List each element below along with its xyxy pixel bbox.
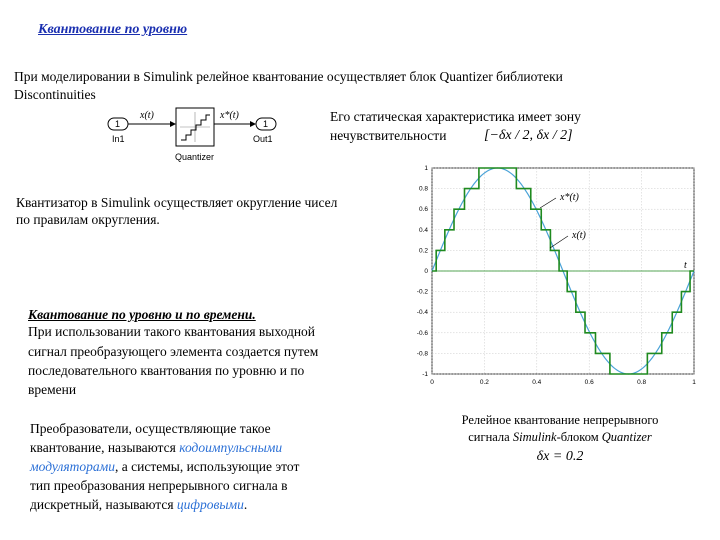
out-port-number: 1 — [263, 119, 269, 129]
converters-line-4: тип преобразования непрерывного сигнала в — [30, 478, 288, 493]
static-char-line-2: нечувствительности — [330, 128, 447, 143]
converters-line-5 — [30, 496, 247, 513]
converters-line-5c: . — [243, 497, 248, 512]
converters-line-2 — [30, 439, 282, 456]
x-tick-label: 0 — [430, 379, 434, 386]
quantizer-label: Quantizer — [175, 152, 215, 162]
x-tick-label: 0.6 — [584, 379, 594, 386]
intro-line-1: При моделировании в Simulink релейное квантование осуществляет блок Quantizer библиотеки — [14, 69, 563, 84]
series-label-continuous: x(t) — [572, 230, 586, 241]
in-port-label: In1 — [112, 134, 125, 144]
x-tick-label: 1 — [692, 379, 696, 386]
y-tick-label: 0.4 — [418, 226, 428, 234]
axis-label-t: t — [684, 260, 687, 271]
caption-dx: δx = 0.2 — [536, 449, 584, 464]
quantizer-text-line-2: по правилам округления. — [16, 212, 160, 227]
x-tick-label: 0.4 — [532, 379, 542, 386]
y-tick-label: -0.2 — [416, 288, 428, 296]
converters-line-2a: квантование, называются — [30, 440, 180, 455]
intro-line-2: Discontinuities — [14, 87, 96, 102]
caption-line-2c: -блоком — [556, 430, 602, 444]
y-tick-label: -1 — [422, 371, 428, 378]
signal-in-label: x(t) — [140, 110, 154, 121]
y-tick-label: 0 — [424, 268, 428, 275]
level-time-line-2: сигнал преобразующего элемента создается путем — [28, 344, 319, 359]
y-tick-label: 0.8 — [418, 185, 428, 193]
term-digital: цифровыми — [176, 497, 244, 512]
level-time-line-3: последовательного квантования по уровню и по — [28, 363, 305, 378]
quantizer-text-line-1: Квантизатор в Simulink осуществляет округление чисел — [16, 195, 338, 210]
in-port-number: 1 — [115, 119, 121, 129]
y-tick-label: -0.4 — [416, 309, 428, 317]
y-tick-label: 0.2 — [418, 247, 428, 255]
signal-out-label: x*(t) — [220, 110, 239, 121]
caption-simulink: Simulink — [512, 430, 557, 444]
static-char-line-1: Его статическая характеристика имеет зону — [330, 109, 581, 124]
y-tick-label: -0.8 — [416, 350, 428, 358]
dead-zone-formula: [−δx / 2, δx / 2] — [484, 128, 573, 143]
caption-line-2a: сигнала — [468, 430, 513, 444]
x-tick-label: 0.2 — [479, 379, 489, 386]
y-tick-label: 0.6 — [418, 206, 428, 214]
caption-line-2 — [430, 429, 690, 445]
converters-line-1: Преобразователи, осуществляющие такое — [30, 421, 271, 436]
caption-line-1: Релейное квантование непрерывного — [461, 413, 659, 427]
y-tick-label: 1 — [424, 165, 428, 172]
x-tick-labels — [430, 379, 696, 386]
converters-line-5a: дискретный, называются — [30, 497, 177, 512]
term-modulators: модуляторами — [30, 459, 115, 474]
y-tick-label: -0.6 — [416, 329, 428, 337]
converters-line-3b: , а системы, использующие этот — [115, 459, 300, 474]
term-codepulse: кодоимпульсными — [179, 440, 283, 455]
converters-line-3 — [30, 458, 299, 475]
level-time-line-4: времени — [28, 382, 77, 397]
simulink-diagram — [100, 104, 290, 166]
caption-quantizer: Quantizer — [601, 430, 652, 444]
out-port-label: Out1 — [253, 134, 273, 144]
level-time-heading: Квантование по уровню и по времени. — [28, 307, 256, 322]
level-time-line-1: При использовании такого квантования выходной — [28, 324, 316, 339]
x-tick-label: 0.8 — [637, 379, 647, 386]
y-tick-labels — [417, 165, 429, 378]
page-title: Квантование по уровню — [38, 22, 188, 37]
quantization-chart — [400, 160, 710, 392]
series-label-quantized: x*(t) — [560, 192, 579, 203]
